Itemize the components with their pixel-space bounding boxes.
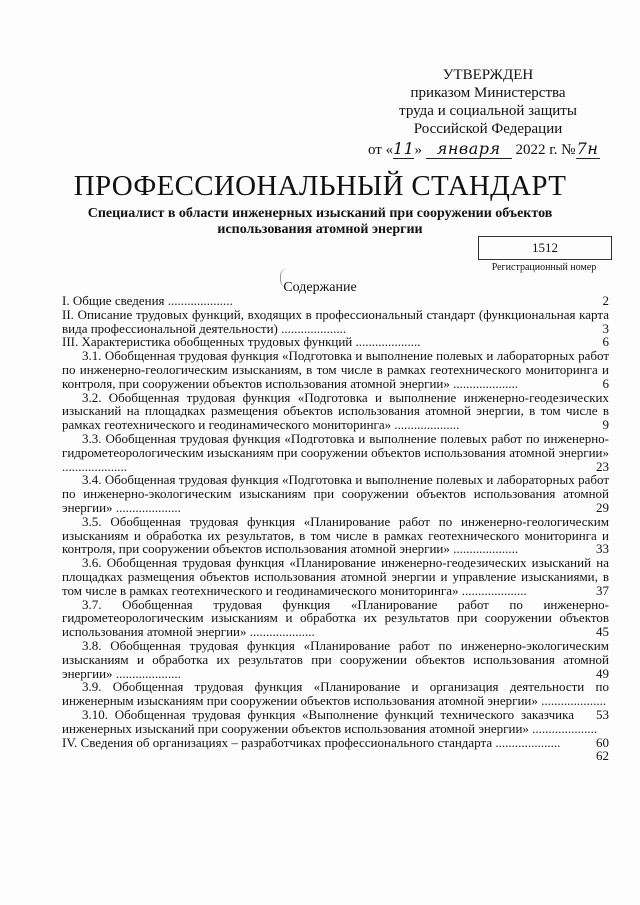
toc-entry	[62, 473, 609, 514]
approval-country-line: Российской Федерации	[413, 121, 563, 137]
toc-entry-text: IV. Сведения об организациях – разработчиках профессионального стандарта	[62, 734, 493, 750]
approval-heading: УТВЕРЖДЕН	[442, 67, 534, 83]
approval-block	[368, 66, 608, 159]
toc-leader-dots: ....................	[391, 417, 460, 433]
toc-entry-text: II. Описание трудовых функций, входящих в профессиональный стандарт (функциональная карта вида профессиональной деятельности)	[62, 306, 609, 336]
toc-leader-dots: ....................	[112, 665, 181, 681]
toc-entry	[62, 515, 609, 556]
toc-entry-text: 3.3. Обобщенная трудовая функция «Подготовка и выполнение полевых работ по инженерно-гидрометеорологическим изысканиям при сооружении объектов использования атомной энергии»	[62, 430, 609, 460]
toc-entry-text: 3.2. Обобщенная трудовая функция «Подготовка и выполнение инженерно-геодезических изысканий на площадках размещения объектов использования атомной энергии, в том числе в рамках геотехнического и геодинамического мониторинга»	[62, 389, 609, 433]
toc-heading: Содержание	[283, 280, 357, 295]
approval-order-line: приказом Министерства	[410, 85, 566, 101]
toc-entry-text: 3.4. Обобщенная трудовая функция «Подготовка и выполнение полевых и лабораторных работ по инженерно-экологическим изысканиям при сооружении объектов использования атомной энергии»	[62, 472, 609, 515]
toc-entry-page: 29	[574, 501, 609, 515]
toc-entry	[62, 556, 609, 597]
toc-leader-dots: ....................	[112, 499, 181, 515]
subtitle-line-2: использования атомной энергии	[217, 222, 423, 237]
toc-entry-page: 6	[602, 334, 609, 350]
toc-entry	[62, 432, 609, 473]
toc-entry	[62, 639, 609, 680]
toc-leader-dots: ....................	[164, 293, 233, 308]
approval-ministry-line: труда и социальной защиты	[399, 103, 577, 119]
toc-leader-dots: ....................	[528, 720, 598, 736]
toc-entry	[62, 294, 609, 308]
handwritten-day: 11	[393, 139, 415, 158]
toc-entry-text: 3.7. Обобщенная трудовая функция «Планирование работ по инженерно-гидрометеорологическим изысканиям и обработка их результатов при сооружении объектов использования атомной энергии»	[62, 596, 609, 640]
toc-leader-dots: ....................	[449, 375, 519, 391]
toc-leader-dots: ....................	[492, 734, 561, 750]
toc-entry-page: 37	[574, 584, 609, 598]
subtitle-line-1: Специалист в области инженерных изысканий при сооружении объектов	[87, 206, 553, 221]
toc-entry-text: I. Общие сведения	[62, 293, 165, 308]
toc-entry-page: 3	[602, 320, 609, 336]
toc-entry-page: 9	[581, 418, 610, 432]
toc-leader-dots: ....................	[62, 458, 127, 474]
document-subtitle	[60, 206, 580, 238]
toc-entry	[62, 308, 609, 336]
toc-entry-text: 3.9. Обобщенная трудовая функция «Планирование и организация деятельности по инженерным изысканиям при сооружении объектов использования атомной энергии»	[62, 679, 609, 709]
toc-entry-text: III. Характеристика обобщенных трудовых функций	[62, 334, 353, 350]
toc-entry-text: 3.8. Обобщенная трудовая функция «Планирование работ по инженерно-экологическим изысканиям и обработка их результатов при сооружении объектов использования атомной энергии»	[62, 637, 609, 681]
toc-entry-text: 3.10. Обобщенная трудовая функция «Выполнение функций технического заказчика инженерных изысканий при сооружении объектов использования атомной энергии»	[62, 706, 574, 736]
toc-entry-page: 62	[596, 748, 609, 764]
registration-number-box: 1512	[478, 236, 612, 260]
approval-date-line: от «11» января 2022 г. №7н	[368, 139, 599, 158]
handwritten-order-number: 7н	[576, 139, 599, 158]
toc-entry	[62, 349, 609, 390]
table-of-contents	[62, 294, 609, 763]
toc-entry-text: 3.5. Обобщенная трудовая функция «Планирование работ по инженерно-геологическим изысканиям и обработка их результатов, в том числе в рамках геотехнического мониторинга и контроля, при сооружении объектов использования атомной энергии»	[62, 513, 609, 557]
approval-year: 2022 г. №	[515, 142, 576, 158]
toc-entry-page: 45	[574, 625, 609, 639]
toc-entry	[62, 391, 609, 432]
toc-leader-dots: ....................	[246, 624, 315, 640]
toc-entry-page: 33	[574, 542, 609, 556]
toc-entry-page: 53	[574, 708, 609, 722]
toc-entry	[62, 598, 609, 639]
toc-entry-page: 49	[574, 667, 609, 681]
toc-leader-dots: ....................	[458, 582, 527, 598]
toc-entry	[62, 335, 609, 349]
toc-entry-page: 2	[602, 293, 609, 308]
toc-entry-page: 60	[574, 736, 609, 750]
toc-entry	[62, 734, 609, 764]
toc-leader-dots: ....................	[352, 334, 421, 350]
toc-entry-text: 3.1. Обобщенная трудовая функция «Подготовка и выполнение полевых и лабораторных работ по инженерно-геологическим изысканиям, в том числе в рамках геотехнического мониторинга и контроля, при сооружении объектов использования атомной энергии»	[62, 348, 609, 391]
toc-entry-page: 23	[574, 460, 609, 474]
toc-leader-dots: ....................	[277, 320, 347, 336]
toc-entry-text: 3.6. Обобщенная трудовая функция «Планирование инженерно-геодезических изысканий на площадках размещения объектов использования атомной энергии и управление изысканиями, в том числе в рамках геотехнического и геодинамического мониторинга»	[62, 555, 609, 598]
handwritten-month: января	[426, 140, 512, 159]
document-title: ПРОФЕССИОНАЛЬНЫЙ СТАНДАРТ	[73, 170, 567, 202]
registration-number-label: Регистрационный номер	[491, 262, 597, 273]
toc-leader-dots: ....................	[537, 693, 607, 709]
toc-entry-page: 6	[581, 377, 610, 391]
toc-leader-dots: ....................	[449, 541, 519, 557]
